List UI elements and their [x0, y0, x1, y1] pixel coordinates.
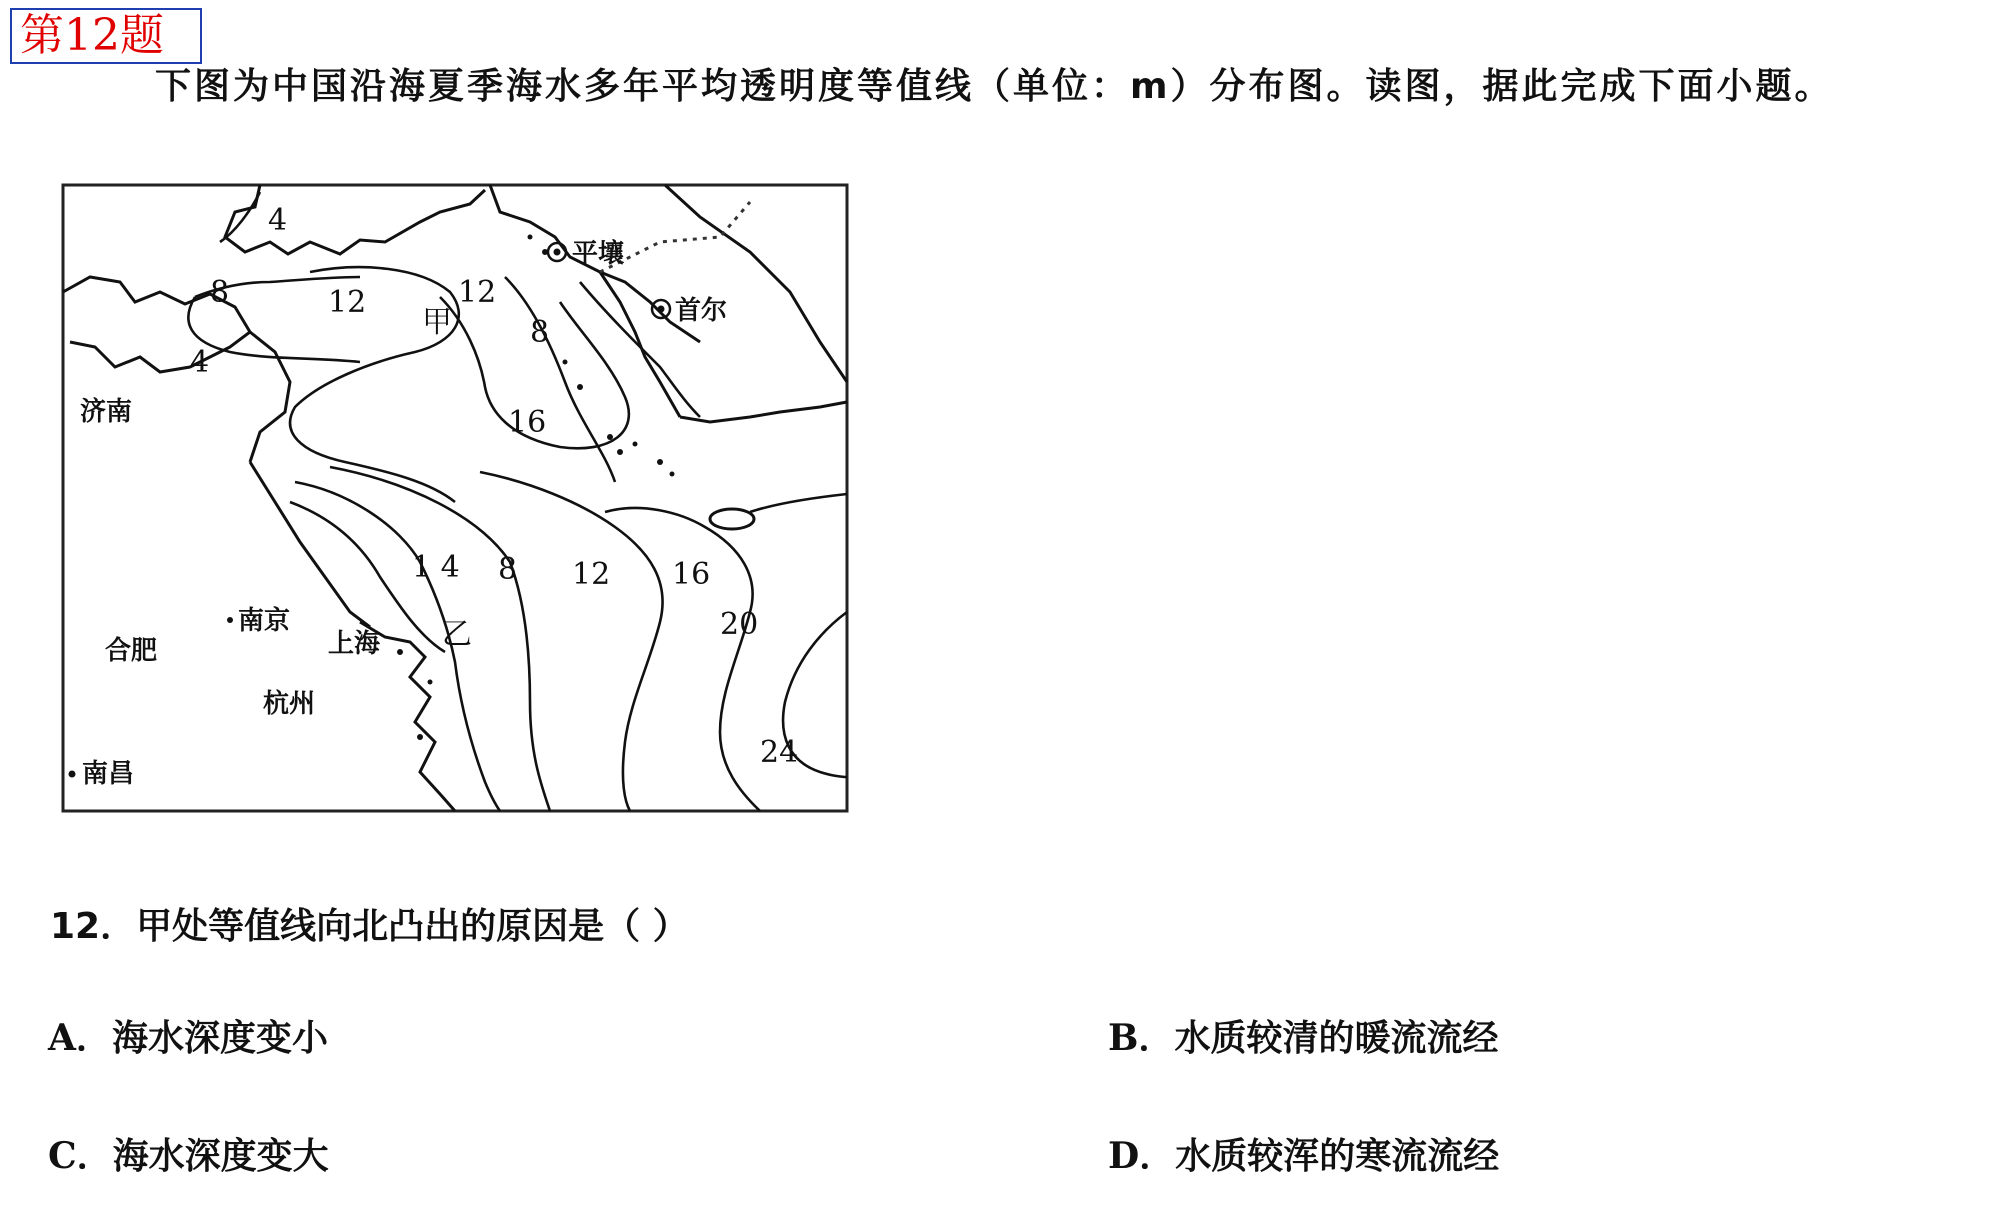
- contour-label-16-south: 16: [672, 557, 711, 592]
- contour-label-4-top: 4: [268, 203, 288, 238]
- option-c-key: C．: [48, 1135, 113, 1177]
- contour-label-24: 24: [760, 735, 799, 770]
- map-frame: [63, 185, 847, 811]
- city-seoul: 首尔: [675, 296, 728, 326]
- option-d[interactable]: [1108, 1128, 1499, 1179]
- marker-yi: 乙: [442, 617, 472, 652]
- option-c-text: 海水深度变大: [112, 1136, 329, 1177]
- option-a-text: 海水深度变小: [111, 1018, 328, 1059]
- option-a[interactable]: [48, 1010, 328, 1061]
- city-nanjing: 南京: [238, 606, 291, 636]
- option-c[interactable]: [48, 1128, 329, 1179]
- contour-label-8-south: 8: [498, 552, 518, 587]
- intro-text: 下图为中国沿海夏季海水多年平均透明度等值线（单位：m）分布图。读图，据此完成下面小题。: [155, 66, 1834, 107]
- option-b-text: 水质较清的暖流流经: [1174, 1018, 1499, 1059]
- option-b[interactable]: [1108, 1010, 1498, 1061]
- contour-label-8-korea: 8: [530, 315, 550, 350]
- option-b-key: B．: [1108, 1017, 1175, 1059]
- option-d-key: D．: [1108, 1135, 1176, 1177]
- contour-label-12-north: 12: [328, 285, 367, 320]
- contour-label-4-left: 4: [190, 345, 210, 380]
- marker-jia: 甲: [422, 305, 452, 340]
- city-shanghai: 上海: [328, 629, 381, 659]
- option-d-text: 水质较浑的寒流流经: [1175, 1136, 1500, 1177]
- option-a-key: A．: [48, 1017, 112, 1059]
- contour-label-12-center: 12: [458, 275, 497, 310]
- city-jinan: 济南: [80, 397, 133, 427]
- question-number-badge: 第12题: [10, 8, 202, 64]
- contour-label-14-south: 1 4: [412, 550, 460, 585]
- city-nanchang: 南昌: [82, 759, 135, 789]
- contour-label-12-south: 12: [572, 557, 611, 592]
- transparency-contour-map: [60, 182, 850, 814]
- map-svg: [60, 182, 850, 814]
- contour-label-20: 20: [720, 607, 759, 642]
- question-stem: 12．甲处等值线向北凸出的原因是（ ）: [50, 906, 689, 947]
- city-hangzhou: 杭州: [263, 689, 316, 719]
- city-pyongyang: 平壤: [572, 239, 625, 269]
- contour-label-8-left: 8: [210, 275, 230, 310]
- contour-label-16-center: 16: [508, 405, 547, 440]
- city-hefei: 合肥: [105, 636, 158, 666]
